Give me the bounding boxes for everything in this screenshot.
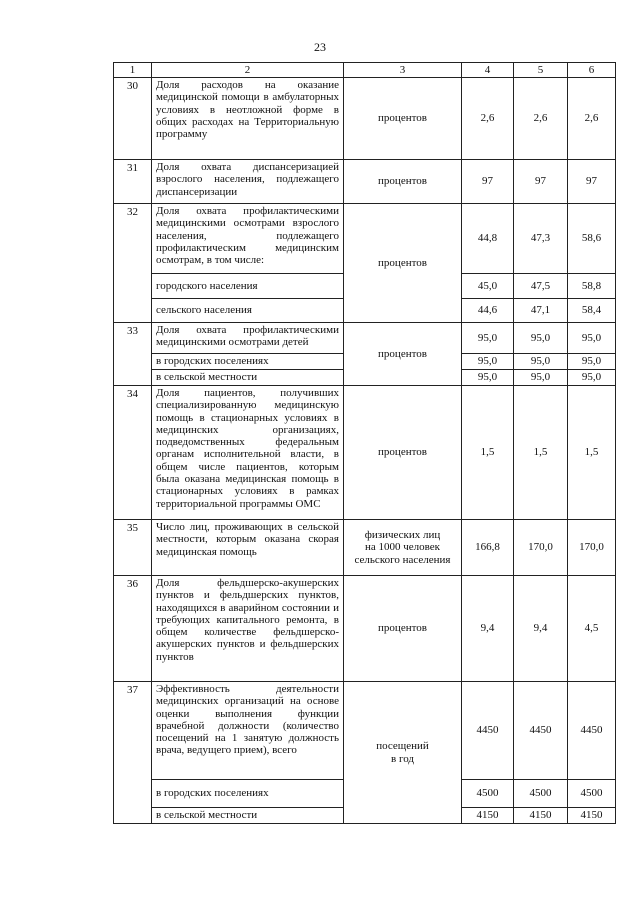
table-row — [114, 576, 616, 682]
row-number: 35 — [114, 520, 152, 576]
unit-line-3: сельского населения — [354, 553, 451, 566]
value-col-6: 170,0 — [568, 520, 616, 576]
unit-cell — [344, 520, 462, 576]
value-col-6: 1,5 — [568, 386, 616, 520]
indicator-description: Доля охвата профилактическими медицинскими осмотрами детей — [152, 323, 344, 354]
unit-cell: процентов — [344, 386, 462, 520]
table-row — [114, 78, 616, 160]
header-col-3: 3 — [344, 63, 462, 78]
value-col-6: 58,8 — [568, 274, 616, 299]
value-col-5: 95,0 — [514, 370, 568, 386]
value-col-4: 166,8 — [462, 520, 514, 576]
subrow-label: в городских поселениях — [152, 354, 344, 370]
value-col-6: 4450 — [568, 682, 616, 780]
subrow-label: в городских поселениях — [152, 780, 344, 808]
table-header-row — [114, 63, 616, 78]
value-col-6: 97 — [568, 160, 616, 204]
value-col-4: 44,6 — [462, 299, 514, 323]
unit-cell: процентов — [344, 323, 462, 386]
value-col-5: 95,0 — [514, 323, 568, 354]
value-col-4: 95,0 — [462, 354, 514, 370]
value-col-5: 2,6 — [514, 78, 568, 160]
table-row — [114, 323, 616, 354]
value-col-6: 58,4 — [568, 299, 616, 323]
row-number: 32 — [114, 204, 152, 323]
indicator-description: Число лиц, проживающих в сельской местности, которым оказана скорая медицинская помощь — [152, 520, 344, 576]
subrow-label: в сельской местности — [152, 370, 344, 386]
row-number: 37 — [114, 682, 152, 824]
value-col-4: 1,5 — [462, 386, 514, 520]
row-number: 30 — [114, 78, 152, 160]
value-col-5: 47,3 — [514, 204, 568, 274]
value-col-5: 95,0 — [514, 354, 568, 370]
subrow-label: сельского населения — [152, 299, 344, 323]
value-col-4: 97 — [462, 160, 514, 204]
indicator-description: Эффективность деятельности медицинских организаций на основе оценки выполнения функции врачебной должности (количество посещений на 1 занятую должность врача, ведущего прием), всего — [152, 682, 344, 780]
value-col-4: 2,6 — [462, 78, 514, 160]
value-col-4: 95,0 — [462, 370, 514, 386]
value-col-6: 4150 — [568, 808, 616, 824]
unit-line-2: в год — [391, 752, 414, 765]
header-col-6: 6 — [568, 63, 616, 78]
row-number: 36 — [114, 576, 152, 682]
value-col-6: 2,6 — [568, 78, 616, 160]
indicators-table — [113, 62, 616, 824]
header-col-1: 1 — [114, 63, 152, 78]
unit-cell: процентов — [344, 204, 462, 323]
value-col-4: 45,0 — [462, 274, 514, 299]
indicator-description: Доля охвата профилактическими медицинскими осмотрами взрослого населения, подлежащего профилактическим медицинским осмотрам, в том числе: — [152, 204, 344, 274]
value-col-4: 4150 — [462, 808, 514, 824]
value-col-5: 170,0 — [514, 520, 568, 576]
value-col-4: 4500 — [462, 780, 514, 808]
unit-cell: процентов — [344, 576, 462, 682]
header-col-4: 4 — [462, 63, 514, 78]
subrow-label: в сельской местности — [152, 808, 344, 824]
row-number: 34 — [114, 386, 152, 520]
table-row — [114, 204, 616, 274]
indicator-description: Доля расходов на оказание медицинской помощи в амбулаторных условиях в неотложной форме в общих расходах на Территориальную программу — [152, 78, 344, 160]
value-col-4: 44,8 — [462, 204, 514, 274]
value-col-5: 4150 — [514, 808, 568, 824]
table-row — [114, 682, 616, 780]
value-col-4: 4450 — [462, 682, 514, 780]
unit-line-1: физических лиц — [364, 529, 441, 542]
value-col-5: 4450 — [514, 682, 568, 780]
value-col-4: 95,0 — [462, 323, 514, 354]
value-col-6: 95,0 — [568, 323, 616, 354]
page-number: 23 — [314, 40, 326, 54]
value-col-5: 9,4 — [514, 576, 568, 682]
table-row — [114, 520, 616, 576]
unit-cell — [344, 682, 462, 824]
row-number: 31 — [114, 160, 152, 204]
value-col-4: 9,4 — [462, 576, 514, 682]
value-col-5: 97 — [514, 160, 568, 204]
header-col-2: 2 — [152, 63, 344, 78]
unit-cell: процентов — [344, 78, 462, 160]
row-number: 33 — [114, 323, 152, 386]
value-col-5: 1,5 — [514, 386, 568, 520]
header-col-5: 5 — [514, 63, 568, 78]
unit-cell: процентов — [344, 160, 462, 204]
value-col-6: 58,6 — [568, 204, 616, 274]
value-col-6: 4,5 — [568, 576, 616, 682]
table-row — [114, 386, 616, 520]
value-col-5: 47,5 — [514, 274, 568, 299]
value-col-6: 95,0 — [568, 354, 616, 370]
subrow-label: городского населения — [152, 274, 344, 299]
value-col-6: 95,0 — [568, 370, 616, 386]
unit-line-1: посещений — [376, 740, 429, 753]
unit-line-2: на 1000 человек — [364, 541, 441, 554]
value-col-5: 47,1 — [514, 299, 568, 323]
indicator-description: Доля пациентов, получивших специализированную медицинскую помощь в стационарных условиях в медицинских организациях, подведомственных федеральным органам исполнительной власти, в общем числе пациентов, которым была оказана медицинская помощь в стационарных условиях в рамках территориальной программы ОМС — [152, 386, 344, 520]
indicator-description: Доля охвата диспансеризацией взрослого населения, подлежащего диспансеризации — [152, 160, 344, 204]
value-col-5: 4500 — [514, 780, 568, 808]
indicator-description: Доля фельдшерско-акушерских пунктов и фельдшерских пунктов, находящихся в аварийном состоянии и требующих капитального ремонта, в общем количестве фельдшерско-акушерских пунктов и фельдшерских пунктов — [152, 576, 344, 682]
value-col-6: 4500 — [568, 780, 616, 808]
table-row — [114, 160, 616, 204]
